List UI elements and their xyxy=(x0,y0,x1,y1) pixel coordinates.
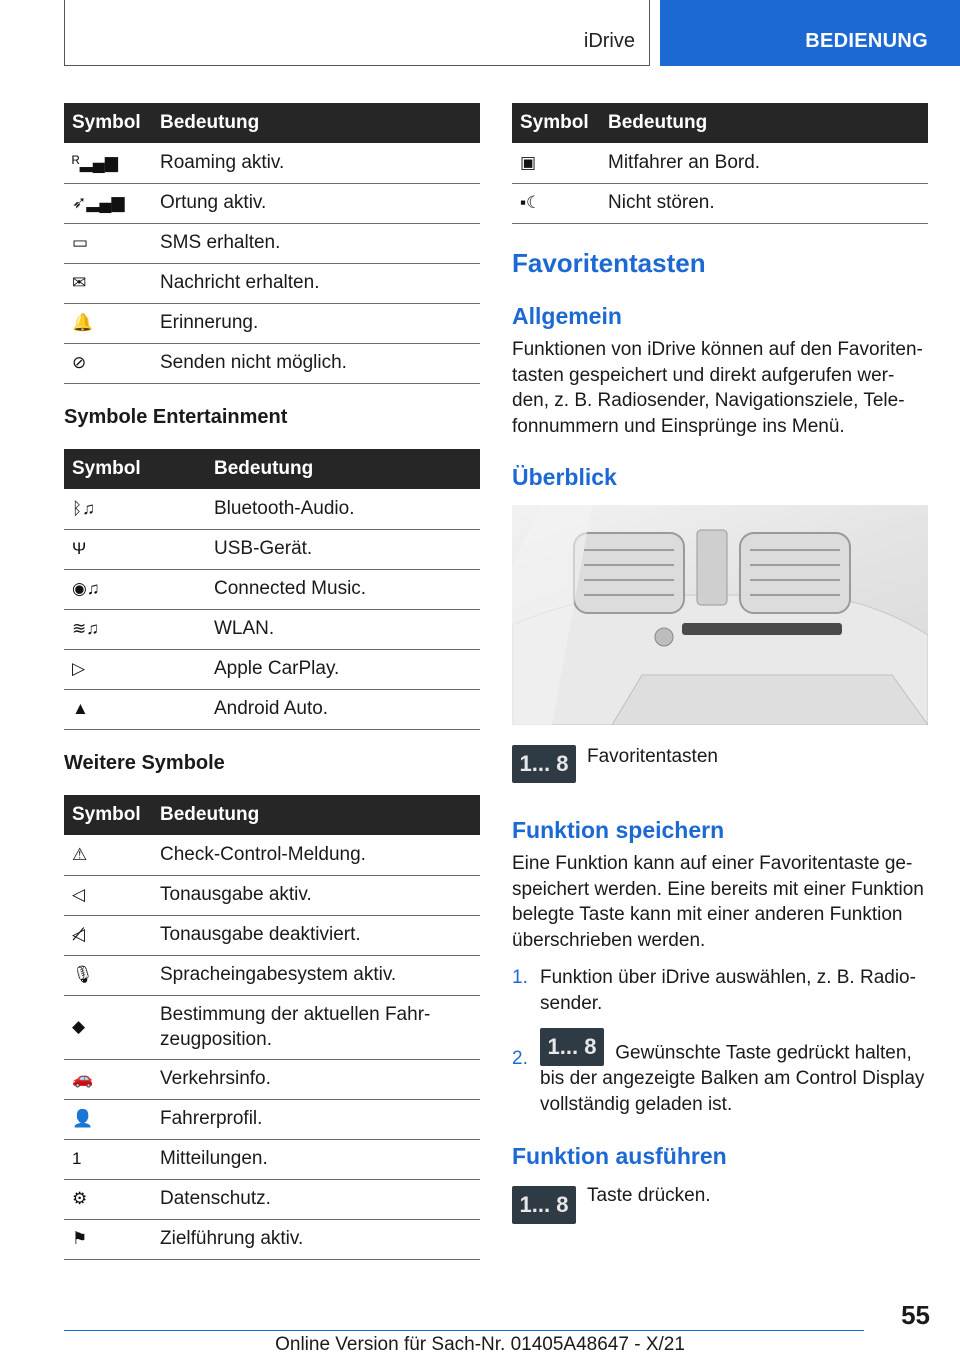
meaning-cell: Roaming aktiv. xyxy=(152,143,480,183)
column-header-meaning: Bedeutung xyxy=(152,795,480,835)
microphone-icon: 🎙 xyxy=(72,965,94,984)
key-label: 1... 8 xyxy=(540,1028,604,1066)
column-header-meaning: Bedeutung xyxy=(206,449,480,489)
meaning-cell: Ortung aktiv. xyxy=(152,183,480,223)
column-header-symbol: Symbol xyxy=(64,103,152,143)
table-row xyxy=(64,489,480,529)
subsection-title-speichern: Funktion speichern xyxy=(512,817,725,843)
symbol-cell xyxy=(64,143,152,183)
subsection-title-ausfuehren: Funktion ausführen xyxy=(512,1143,727,1169)
meaning-cell: SMS erhalten. xyxy=(152,223,480,263)
passenger-icon: ▣ xyxy=(520,152,537,172)
subsection-title-ueberblick: Überblick xyxy=(512,464,617,490)
location-signal-icon: ➶▂▄▆ xyxy=(72,193,125,212)
symbol-cell xyxy=(64,569,206,609)
table-row xyxy=(64,995,480,1059)
symbol-cell xyxy=(64,835,152,875)
symbol-cell xyxy=(512,183,600,223)
symbol-cell xyxy=(64,1139,152,1179)
paragraph-speichern: Eine Funktion kann auf einer Favoritentaste ge-speichert werden. Eine bereits mit einer Funktion belegte Taste kann mit einer anderen Funktion überschrieben werden. xyxy=(512,853,924,951)
table-row xyxy=(64,649,480,689)
meaning-cell: Check-Control-Meldung. xyxy=(152,835,480,875)
symbol-cell xyxy=(64,875,152,915)
header-section: iDrive xyxy=(583,30,635,52)
meaning-cell: Spracheingabesystem aktiv. xyxy=(152,955,480,995)
connected-music-icon: ◉♫ xyxy=(72,579,100,598)
step-text: Gewünschte Taste gedrückt halten, bis der angezeigte Balken am Control Display vollständig geladen ist. xyxy=(540,1042,925,1115)
speaker-icon: ◁ xyxy=(72,885,86,904)
symbol-cell xyxy=(64,955,152,995)
column-header-meaning: Bedeutung xyxy=(600,103,928,143)
table-row xyxy=(64,143,480,183)
table-row xyxy=(64,1139,480,1179)
navigation-position-icon: ◆ xyxy=(72,1017,86,1036)
paragraph-allgemein: Funktionen von iDrive können auf den Favoriten-tasten gespeichert und direkt aufgerufen wer-den, z. B. Radiosender, Navigationsziele, Tele-fonnummern und Einsprünge ins Menü. xyxy=(512,339,923,437)
table-row xyxy=(64,1099,480,1139)
sms-icon: ▭ xyxy=(72,233,89,252)
meaning-cell: Bestimmung der aktuellen Fahr-zeugposition. xyxy=(152,995,480,1059)
meaning-cell: Fahrerprofil. xyxy=(152,1099,480,1139)
footer-text: Online Version für Sach-Nr. 01405A48647 - X/21 xyxy=(275,1334,685,1355)
meaning-cell: Zielführung aktiv. xyxy=(152,1219,480,1259)
android-auto-icon: ▲ xyxy=(72,699,89,718)
subsection-title-allgemein: Allgemein xyxy=(512,303,622,329)
symbol-cell xyxy=(512,143,600,183)
meaning-cell: Android Auto. xyxy=(206,689,480,729)
header-chapter-tab xyxy=(660,0,960,66)
symbol-cell xyxy=(64,689,206,729)
meaning-cell: Tonausgabe aktiv. xyxy=(152,875,480,915)
driver-profile-icon: 👤 xyxy=(72,1109,94,1128)
meaning-cell: Tonausgabe deaktiviert. xyxy=(152,915,480,955)
favorite-keys-symbol xyxy=(512,745,576,783)
symbol-cell xyxy=(64,343,152,383)
table-row xyxy=(64,529,480,569)
table-row xyxy=(64,835,480,875)
symbol-cell xyxy=(64,915,152,955)
step-text: Funktion über iDrive auswählen, z. B. Radio-sender. xyxy=(540,967,916,1014)
step-2 xyxy=(512,1028,932,1117)
do-not-disturb-icon: ▪☾ xyxy=(520,193,542,212)
symbol-table-other xyxy=(64,795,480,1260)
table-row xyxy=(64,689,480,729)
section-title-entertainment: Symbole Entertainment xyxy=(64,406,288,428)
bluetooth-audio-icon: ᛒ♫ xyxy=(72,498,95,518)
table-row xyxy=(64,183,480,223)
symbol-cell xyxy=(64,529,206,569)
meaning-cell: WLAN. xyxy=(206,609,480,649)
page-number: 55 xyxy=(901,1300,930,1330)
symbol-cell xyxy=(64,223,152,263)
symbol-cell xyxy=(64,489,206,529)
table-row xyxy=(512,183,928,223)
speaker-muted-icon: ◁̸ xyxy=(72,925,86,944)
privacy-icon: ⚙ xyxy=(72,1189,88,1208)
table-row xyxy=(64,303,480,343)
meaning-cell: Bluetooth-Audio. xyxy=(206,489,480,529)
symbol-cell xyxy=(64,649,206,689)
meaning-cell: Nicht stören. xyxy=(600,183,928,223)
meaning-cell: Senden nicht möglich. xyxy=(152,343,480,383)
meaning-cell: Nachricht erhalten. xyxy=(152,263,480,303)
table-row xyxy=(64,1219,480,1259)
symbol-cell xyxy=(64,609,206,649)
traffic-info-icon: 🚗 xyxy=(72,1069,94,1088)
header-chapter: BEDIENUNG xyxy=(805,30,928,52)
symbol-cell xyxy=(64,1179,152,1219)
meaning-cell: Datenschutz. xyxy=(152,1179,480,1219)
favorite-keys-symbol xyxy=(512,1186,576,1224)
table-row xyxy=(64,609,480,649)
symbol-cell xyxy=(64,183,152,223)
route-guidance-icon: ⚑ xyxy=(72,1229,88,1248)
symbol-cell xyxy=(64,303,152,343)
table-row xyxy=(64,1059,480,1099)
section-title-favoritentasten: Favoritentasten xyxy=(512,248,706,278)
symbol-table-telephone xyxy=(64,103,480,384)
table-row xyxy=(64,955,480,995)
usb-icon: Ψ xyxy=(72,539,87,558)
step-number: 1. xyxy=(512,967,528,988)
dashboard-illustration xyxy=(512,505,928,725)
meaning-cell: Connected Music. xyxy=(206,569,480,609)
steps-list xyxy=(512,965,932,1125)
column-header-symbol: Symbol xyxy=(64,795,152,835)
meaning-cell: Mitteilungen. xyxy=(152,1139,480,1179)
table-row xyxy=(64,875,480,915)
warning-triangle-icon: ⚠ xyxy=(72,844,88,864)
key-label: 1... 8 xyxy=(512,1186,576,1224)
notifications-icon: 1 xyxy=(72,1149,82,1168)
envelope-icon: ✉ xyxy=(72,273,87,292)
table-row xyxy=(512,143,928,183)
meaning-cell: Verkehrsinfo. xyxy=(152,1059,480,1099)
header-frame xyxy=(64,0,650,66)
table-row xyxy=(64,223,480,263)
column-header-meaning: Bedeutung xyxy=(152,103,480,143)
symbol-cell xyxy=(64,1059,152,1099)
step-number: 2. xyxy=(512,1048,528,1069)
roaming-icon: ᴿ▂▄▆ xyxy=(72,152,118,172)
meaning-cell: Mitfahrer an Bord. xyxy=(600,143,928,183)
symbol-cell xyxy=(64,995,152,1059)
meaning-cell: Apple CarPlay. xyxy=(206,649,480,689)
wlan-icon: ≋♫ xyxy=(72,619,99,638)
key-label: 1... 8 xyxy=(512,745,576,783)
footer-divider xyxy=(64,1330,864,1331)
section-title-weitere: Weitere Symbole xyxy=(64,752,225,774)
dashboard-photo xyxy=(512,505,928,725)
paragraph-ausfuehren: Taste drücken. xyxy=(587,1185,711,1206)
meaning-cell: USB-Gerät. xyxy=(206,529,480,569)
symbol-cell xyxy=(64,1219,152,1259)
bell-icon: 🔔 xyxy=(72,313,94,332)
photo-caption: Favoritentasten xyxy=(587,746,718,767)
meaning-cell: Erinnerung. xyxy=(152,303,480,343)
column-header-symbol: Symbol xyxy=(512,103,600,143)
send-blocked-icon: ⊘ xyxy=(72,353,87,372)
table-row xyxy=(64,915,480,955)
step-1 xyxy=(512,965,932,1016)
symbol-table-passenger xyxy=(512,103,928,224)
table-row xyxy=(64,343,480,383)
symbol-cell xyxy=(64,1099,152,1139)
table-row xyxy=(64,1179,480,1219)
table-row xyxy=(64,569,480,609)
symbol-cell xyxy=(64,263,152,303)
symbol-table-entertainment xyxy=(64,449,480,730)
carplay-icon: ▷ xyxy=(72,659,86,678)
table-row xyxy=(64,263,480,303)
column-header-symbol: Symbol xyxy=(64,449,206,489)
